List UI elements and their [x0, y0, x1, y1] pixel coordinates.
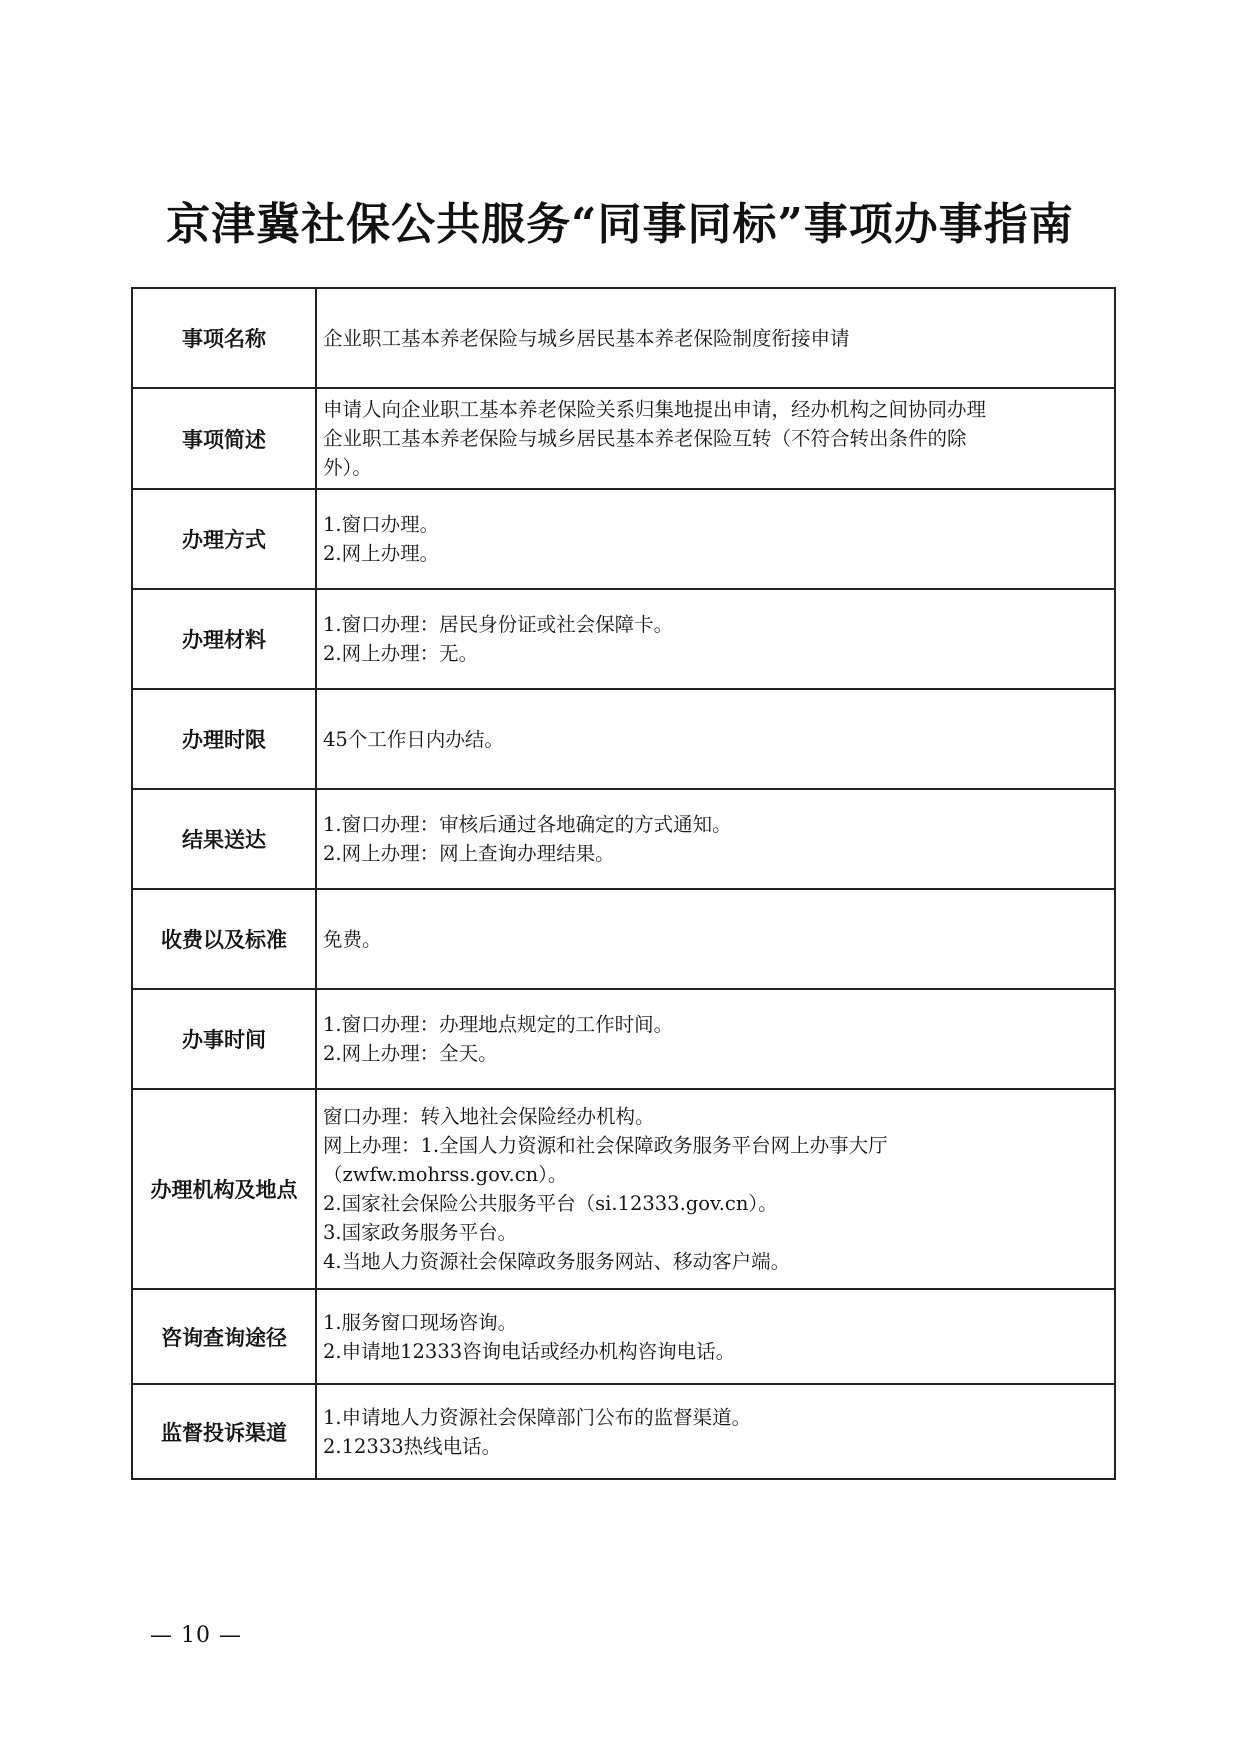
content-line: 1.窗口办理。 [323, 513, 440, 536]
table-row-materials [132, 589, 1115, 689]
page-number: — 10 — [150, 1623, 242, 1648]
table-row-time-limit [132, 689, 1115, 789]
content-line: 申请人向企业职工基本养老保险关系归集地提出申请，经办机构之间协同办理 [323, 398, 987, 421]
content-line: 网上办理：1.全国人力资源和社会保障政务服务平台网上办事大厅 [323, 1134, 888, 1157]
row-label: 办理方式 [132, 489, 316, 589]
row-content [316, 288, 1115, 388]
row-content [316, 1384, 1115, 1479]
row-label: 监督投诉渠道 [132, 1384, 316, 1479]
content-line: 4.当地人力资源社会保障政务服务网站、移动客户端。 [323, 1250, 791, 1273]
content-line: 45个工作日内办结。 [323, 727, 504, 751]
row-label: 事项简述 [132, 388, 316, 489]
content-line: 2.12333热线电话。 [323, 1434, 502, 1458]
page-title: 京津冀社保公共服务“同事同标”事项办事指南 [166, 199, 1074, 250]
row-label: 办理材料 [132, 589, 316, 689]
table-row-complaints [132, 1384, 1115, 1479]
row-label: 咨询查询途径 [132, 1289, 316, 1384]
table-row-fees [132, 889, 1115, 989]
content-line: 2.网上办理：网上查询办理结果。 [323, 842, 615, 865]
content-line: 1.窗口办理：审核后通过各地确定的方式通知。 [323, 813, 732, 836]
content-line: 1.服务窗口现场咨询。 [323, 1310, 518, 1334]
row-content [316, 689, 1115, 789]
content-line: 免费。 [323, 927, 382, 951]
row-label: 结果送达 [132, 789, 316, 889]
content-line: 窗口办理：转入地社会保险经办机构。 [323, 1105, 655, 1128]
row-content [316, 889, 1115, 989]
content-line: 外）。 [323, 456, 372, 479]
table-row-office-hours [132, 989, 1115, 1089]
content-line: 1.申请地人力资源社会保障部门公布的监督渠道。 [323, 1405, 752, 1429]
row-label: 办理时限 [132, 689, 316, 789]
content-line: 2.网上办理：无。 [323, 642, 479, 665]
row-label: 办事时间 [132, 989, 316, 1089]
content-line: 3.国家政务服务平台。 [323, 1221, 518, 1244]
content-line: 企业职工基本养老保险与城乡居民基本养老保险互转（不符合转出条件的除 [323, 427, 967, 450]
content-line: （zwfw.mohrss.gov.cn）。 [323, 1163, 568, 1186]
row-label: 事项名称 [132, 288, 316, 388]
row-label: 收费以及标准 [132, 889, 316, 989]
guide-table [131, 287, 1116, 1480]
content-line: 1.窗口办理：居民身份证或社会保障卡。 [323, 613, 674, 636]
row-content [316, 789, 1115, 889]
row-label: 办理机构及地点 [132, 1089, 316, 1289]
row-content [316, 388, 1115, 489]
row-content [316, 989, 1115, 1089]
content-line: 2.申请地12333咨询电话或经办机构咨询电话。 [323, 1339, 736, 1363]
row-content [316, 489, 1115, 589]
content-line: 1.窗口办理：办理地点规定的工作时间。 [323, 1013, 674, 1036]
table-row-method [132, 489, 1115, 589]
table-row-item-name [132, 288, 1115, 388]
table-row-agency-location [132, 1089, 1115, 1289]
content-line: 2.网上办理。 [323, 542, 440, 565]
content-line: 2.网上办理：全天。 [323, 1042, 498, 1065]
content-line: 2.国家社会保险公共服务平台（si.12333.gov.cn）。 [323, 1192, 778, 1215]
table-row-inquiry [132, 1289, 1115, 1384]
table-row-summary [132, 388, 1115, 489]
row-content [316, 1089, 1115, 1289]
row-content [316, 1289, 1115, 1384]
row-content [316, 589, 1115, 689]
table-row-result-delivery [132, 789, 1115, 889]
content-line: 企业职工基本养老保险与城乡居民基本养老保险制度衔接申请 [323, 326, 850, 350]
